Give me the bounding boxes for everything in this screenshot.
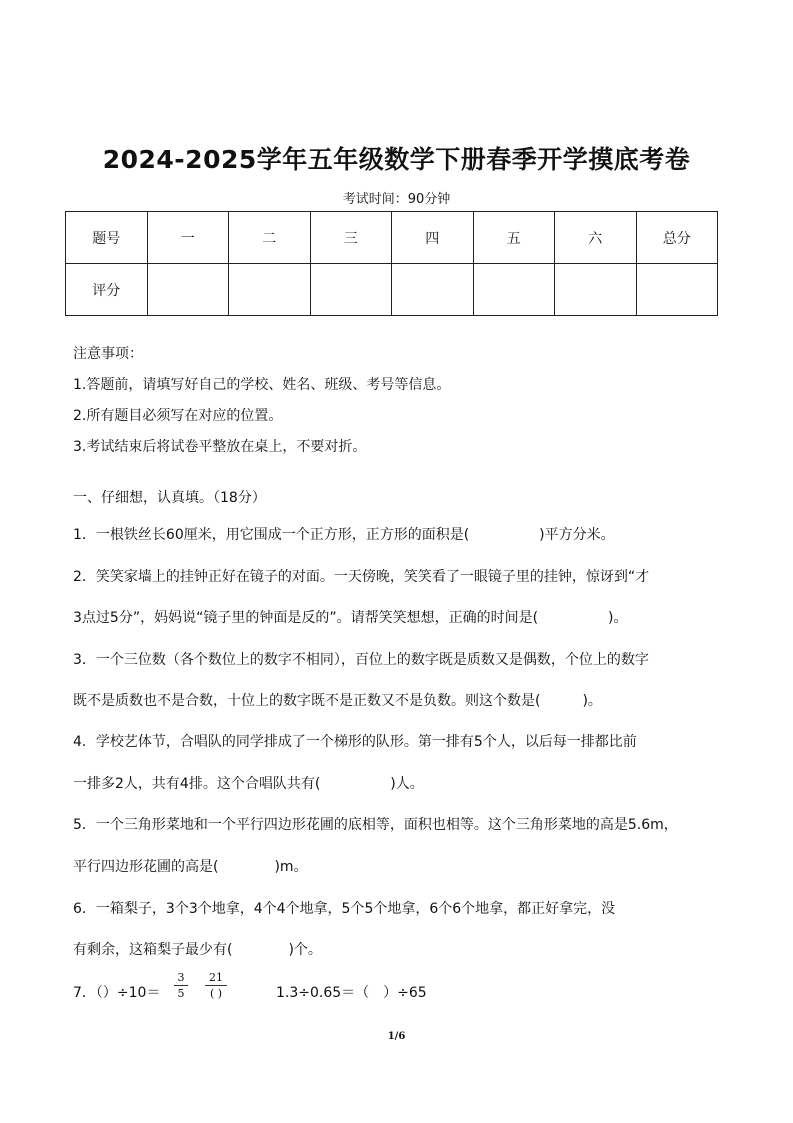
- fraction-bar: [174, 985, 188, 986]
- question-line: 1．一根铁丝长60厘米，用它围成一个正方形，正方形的面积是( )平方分米。: [73, 527, 615, 543]
- score-cell: 二: [229, 212, 311, 264]
- fraction: [205, 971, 227, 1000]
- note-item: 2.所有题目必须写在对应的位置。: [73, 408, 283, 424]
- page-number: 1/6: [387, 1031, 406, 1042]
- note-item: 3.考试结束后将试卷平整放在桌上，不要对折。: [73, 439, 367, 455]
- score-table-score-row: [66, 264, 718, 316]
- section-heading: 一、仔细想，认真填。（18分）: [73, 490, 266, 506]
- question-line: 3点过5分”，妈妈说“镜子里的钟面是反的”。请帮笑笑想想，正确的时间是( )。: [73, 610, 628, 626]
- question-line: 一排多2人，共有4排。这个合唱队共有( )人。: [73, 776, 424, 792]
- fraction: [174, 971, 188, 1000]
- question-line: 3．一个三位数（各个数位上的数字不相同），百位上的数字既是质数又是偶数，个位上的数字: [73, 652, 649, 668]
- question-line: 既不是质数也不是合数，十位上的数字既不是正数又不是负数。则这个数是( )。: [73, 693, 602, 709]
- score-input-cell[interactable]: [310, 264, 392, 316]
- note-item: 1.答题前，请填写好自己的学校、姓名、班级、考号等信息。: [73, 377, 451, 393]
- score-cell: 总分: [636, 212, 718, 264]
- notes-heading: 注意事项：: [73, 346, 143, 362]
- score-table: [65, 211, 718, 316]
- question-line: 平行四边形花圃的高是( )m。: [73, 859, 308, 875]
- score-cell: 一: [147, 212, 229, 264]
- question-line: 6．一箱梨子，3个3个地拿，4个4个地拿，5个5个地拿，6个6个地拿，都正好拿完，没: [73, 901, 616, 917]
- question-line: 2．笑笑家墙上的挂钟正好在镜子的对面。一天傍晚，笑笑看了一眼镜子里的挂钟，惊讶到“才: [73, 569, 650, 585]
- page-title: 2024-2025学年五年级数学下册春季开学摸底考卷: [102, 145, 691, 174]
- fraction-numerator: 21: [209, 971, 223, 984]
- score-cell: 五: [473, 212, 555, 264]
- question-7-prefix: 7．（）÷10＝: [73, 985, 161, 1001]
- score-cell: 三: [310, 212, 392, 264]
- score-cell: 题号: [66, 212, 148, 264]
- fraction-bar: [205, 985, 227, 986]
- fraction-numerator: 3: [177, 971, 185, 984]
- score-input-cell[interactable]: [473, 264, 555, 316]
- question-line: 4．学校艺体节，合唱队的同学排成了一个梯形的队形。第一排有5个人，以后每一排都比前: [73, 734, 637, 750]
- fraction-denominator: ( ): [209, 987, 223, 1000]
- exam-time: 考试时间：90分钟: [342, 192, 451, 207]
- score-input-cell[interactable]: [229, 264, 311, 316]
- score-table-header-row: [66, 212, 718, 264]
- fraction-denominator: 5: [177, 987, 185, 1000]
- score-input-cell[interactable]: [392, 264, 474, 316]
- question-line: 有剩余，这箱梨子最少有( )个。: [73, 942, 322, 958]
- question-line: 5．一个三角形菜地和一个平行四边形花圃的底相等，面积也相等。这个三角形菜地的高是5.6m，: [73, 817, 678, 833]
- score-cell: 四: [392, 212, 474, 264]
- score-cell: 评分: [66, 264, 148, 316]
- score-input-cell[interactable]: [555, 264, 637, 316]
- score-input-cell[interactable]: [636, 264, 718, 316]
- score-input-cell[interactable]: [147, 264, 229, 316]
- score-cell: 六: [555, 212, 637, 264]
- question-7-part2: 1.3÷0.65＝（ ）÷65: [276, 985, 427, 1001]
